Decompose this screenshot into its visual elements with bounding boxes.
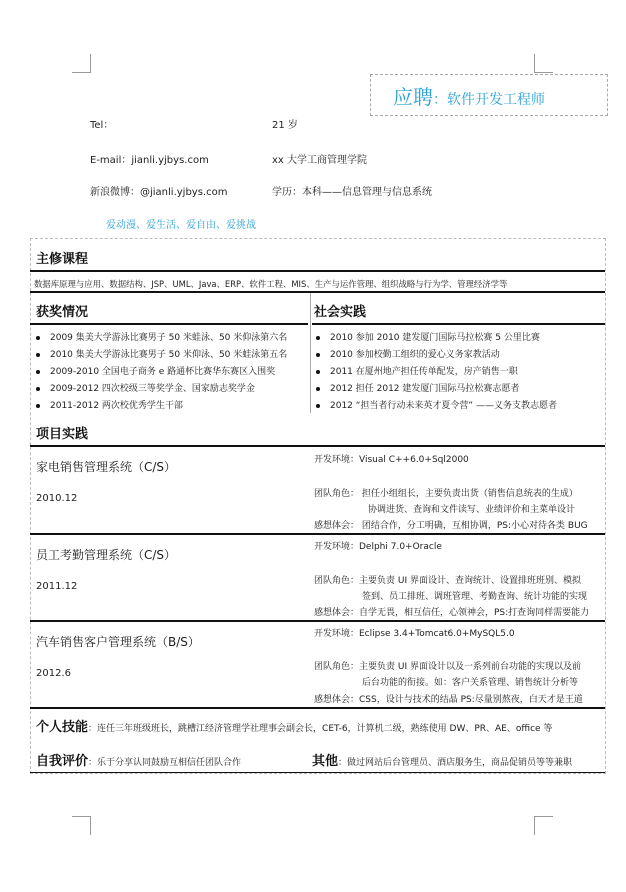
- project-env: 开发环境：Delphi 7.0+Oracle: [314, 542, 442, 552]
- bullet-icon: [316, 404, 320, 408]
- skills-row: [36, 716, 552, 735]
- social-rule: [312, 323, 605, 325]
- list-item: 2009 集美大学游泳比赛男子 50 米蛙泳、50 米仰泳第六名: [36, 330, 287, 347]
- project-separator: [30, 533, 605, 535]
- list-item: 2010 参加 2010 建发厦门国际马拉松赛 5 公里比赛: [316, 330, 557, 347]
- crop-mark-top-left: [72, 54, 91, 73]
- project-date: 2011.12: [36, 581, 78, 592]
- project-role-cont: 后台功能的衔接。如：客户关系管理、销售统计分析等: [362, 678, 579, 688]
- list-item: 2011-2012 两次校优秀学生干部: [36, 398, 287, 415]
- project-name: 家电销售管理系统（C/S）: [36, 460, 177, 474]
- bullet-icon: [316, 336, 320, 340]
- school-value: xx 大学工商管理学院: [272, 155, 368, 166]
- other-row: [312, 750, 572, 769]
- bullet-icon: [316, 387, 320, 391]
- skills-heading: 个人技能: [36, 720, 89, 735]
- list-item: 2009-2012 四次校级三等奖学金、国家励志奖学金: [36, 381, 287, 398]
- list-item: 2011 在厦州地产担任传单配发，房产销售一职: [316, 364, 557, 381]
- awards-heading: 获奖情况: [36, 305, 89, 320]
- project-date: 2010.12: [36, 493, 78, 504]
- motto-text: 爱动漫、爱生活、爱自由、爱挑战: [106, 220, 256, 231]
- project-date: 2012.6: [36, 668, 71, 679]
- skills-text: 连任三年班级班长，跳槽江经济管理学社理事会副会长，CET-6，计算机二级，熟练使用 DW、PR、AE、office 等: [97, 724, 553, 734]
- courses-rule: [30, 270, 605, 272]
- column-divider: [310, 293, 311, 413]
- crop-mark-bottom-right: [534, 816, 553, 835]
- bottom-rule: [30, 772, 605, 773]
- project-name: 汽车销售客户管理系统（B/S）: [36, 635, 200, 649]
- degree-value: 学历：本科——信息管理与信息系统: [272, 187, 432, 198]
- list-item: 2010 集美大学游泳比赛男子 50 米仰泳、50 米蛙泳第五名: [36, 347, 287, 364]
- age-value: 21 岁: [272, 120, 298, 131]
- project-env: 开发环境：Visual C++6.0+Sql2000: [314, 455, 469, 465]
- job-title-main: 应聘: [393, 85, 433, 109]
- eval-sep: ：: [88, 758, 98, 768]
- courses-bottom-rule: [30, 291, 605, 293]
- project-separator: [30, 707, 605, 709]
- crop-mark-bottom-left: [72, 816, 91, 835]
- project-role-cont: 协调进货、查询和文件读写、业绩评价和主菜单设计: [368, 505, 576, 515]
- bullet-icon: [316, 370, 320, 374]
- skills-sep: ：: [88, 724, 98, 734]
- eval-row: [36, 750, 241, 769]
- social-list: [316, 330, 557, 415]
- crop-mark-top-right: [534, 54, 553, 73]
- project-feel: 感想体会：CSS，设计与技术的结晶 PS:尽量别熬夜，白天才是王道: [314, 695, 583, 705]
- bullet-icon: [36, 353, 40, 357]
- weibo-value: 新浪微博：@jianli.yjbys.com: [90, 187, 228, 198]
- projects-rule: [30, 445, 605, 447]
- list-item: 2010 参加校勤工组织的爱心义务家教活动: [316, 347, 557, 364]
- bullet-icon: [36, 336, 40, 340]
- email-value: E-mail：jianli.yjbys.com: [90, 155, 209, 166]
- project-feel: 感想体会： 团结合作，分工明确，互相协调，PS:小心对待各类 BUG: [314, 521, 588, 531]
- project-feel: 感想体会：自学无畏，相互信任，心领神会，PS:打查询同样需要能力: [314, 608, 590, 618]
- tel-label: Tel：: [90, 120, 114, 131]
- other-heading: 其他: [312, 754, 339, 769]
- courses-heading: 主修课程: [36, 252, 89, 267]
- project-env: 开发环境：Eclipse 3.4+Tomcat6.0+MySQL5.0: [314, 629, 515, 639]
- bullet-icon: [36, 404, 40, 408]
- job-title: [393, 81, 545, 110]
- other-text: 做过网站后台管理员、酒店服务生，商品促销员等等兼职: [347, 758, 573, 768]
- awards-list: [36, 330, 287, 415]
- project-role-cont: 签到、员工排班、调班管理、考勤查询、统计功能的实现: [362, 592, 588, 602]
- courses-text: 数据库原理与应用、数据结构、JSP、UML、Java、ERP、软件工程、MIS、生产与运作管理、组织战略与行为学、管理经济学等: [34, 279, 508, 289]
- bullet-icon: [36, 387, 40, 391]
- project-separator: [30, 620, 605, 622]
- list-item: 2012 “担当者行动未来英才夏令营” ——义务支教志愿者: [316, 398, 557, 415]
- awards-rule: [30, 323, 308, 325]
- list-item: 2009-2010 全国电子商务 e 路通杯比赛华东赛区入围奖: [36, 364, 287, 381]
- other-sep: ：: [338, 758, 348, 768]
- social-heading: 社会实践: [314, 305, 367, 320]
- bullet-icon: [316, 353, 320, 357]
- projects-heading: 项目实践: [36, 427, 89, 442]
- list-item: 2012 担任 2012 建发厦门国际马拉松赛志愿者: [316, 381, 557, 398]
- project-name: 员工考勤管理系统（C/S）: [36, 548, 177, 562]
- bullet-icon: [36, 370, 40, 374]
- job-title-box: [370, 74, 608, 116]
- project-role: 团队角色：主要负责 UI 界面设计以及一系列前台功能的实现以及前: [314, 662, 581, 672]
- project-role: 团队角色：主要负责 UI 界面设计、查询统计、设置排班班别、模拟: [314, 576, 581, 586]
- eval-heading: 自我评价: [36, 754, 89, 769]
- eval-text: 乐于分享认同鼓励互相信任团队合作: [97, 758, 242, 768]
- job-title-sep: ：: [433, 92, 447, 108]
- project-role: 团队角色： 担任小组组长，主要负责出货（销售信息统表的生成）: [314, 489, 578, 499]
- job-title-sub: 软件开发工程师: [447, 92, 545, 108]
